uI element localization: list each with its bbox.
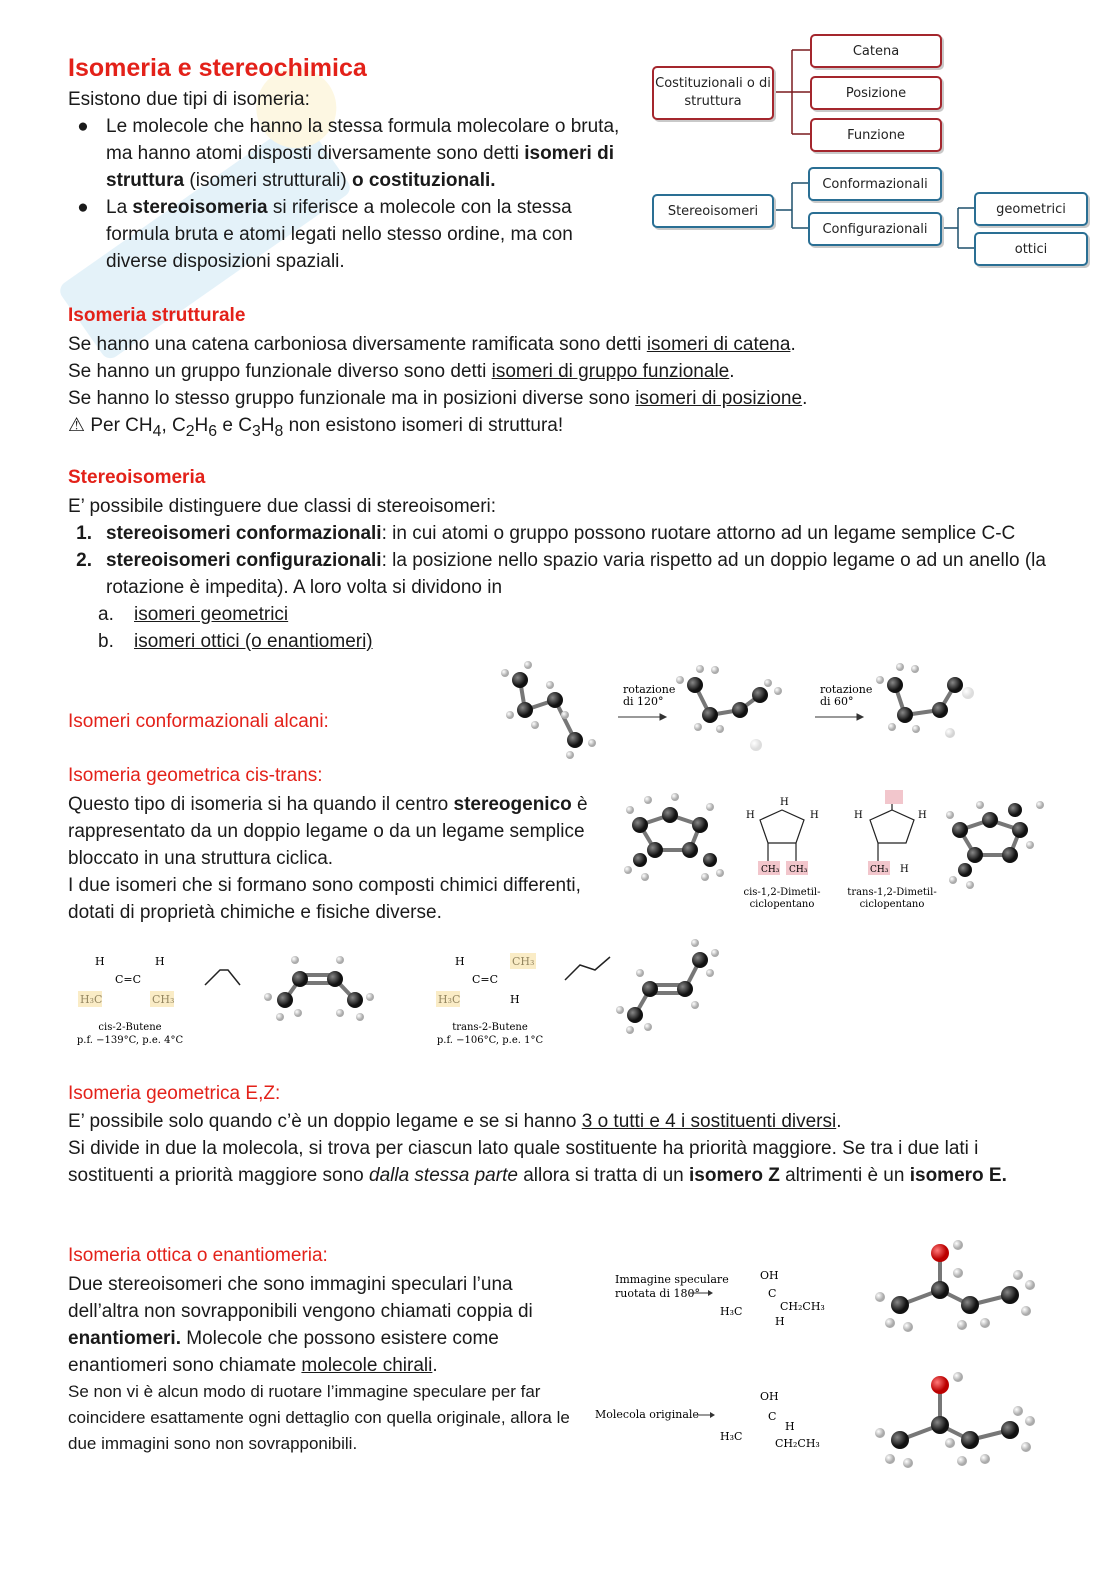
text: E’ possibile solo quando c’è un doppio legame e se si hanno — [68, 1111, 582, 1132]
cistrans-para-2: I due isomeri che si formano sono composti chimici differenti, dotati di proprietà chimiche e fisiche diverse. — [68, 875, 581, 923]
trans-butene-caption-2: p.f. −106°C, p.e. 1°C — [436, 1035, 544, 1046]
text: non esistono isomeri di struttura! — [283, 415, 564, 436]
svg-text:H: H — [510, 993, 520, 1006]
svg-text:H: H — [785, 1420, 795, 1433]
butane-rotation-figure — [480, 655, 1060, 770]
text: allora si tratta di un — [517, 1165, 690, 1186]
cistrans-section — [68, 791, 603, 926]
intro-lead: Esistono due tipi di isomeria: — [68, 89, 310, 110]
text: . — [432, 1355, 438, 1376]
page-title: Isomeria e stereochimica — [68, 54, 367, 82]
text: . — [729, 361, 735, 382]
box-conformazionali: Conformazionali — [808, 167, 942, 201]
text: . — [836, 1111, 842, 1132]
letter: a. — [98, 604, 114, 625]
text: e C — [217, 415, 252, 436]
heading-cistrans: Isomeria geometrica cis-trans: — [68, 765, 323, 786]
optical-section — [68, 1271, 578, 1457]
svg-text:H: H — [746, 810, 755, 821]
box-funzione: Funzione — [810, 118, 942, 152]
text-bold: isomeri di struttura — [106, 143, 614, 191]
stereo-item-2 — [68, 547, 1058, 601]
box-stereoisomeri: Stereoisomeri — [652, 194, 774, 228]
text: (isomeri strutturali) — [184, 170, 352, 191]
rotation-label-2b: di 60° — [820, 695, 854, 708]
text: . — [790, 334, 796, 355]
ez-line-1 — [68, 1108, 1053, 1135]
text: Si divide in due la molecola, si trova per ciascun lato quale sostituente ha priorità maggiore. Se tra i due lati i sostituenti a priorità maggiore sono — [68, 1138, 979, 1186]
cis-cyclopentane-caption-1: cis-1,2-Dimetil- — [743, 887, 821, 898]
text: . — [802, 388, 808, 409]
trans-cyclopentane-caption-2: ciclopentano — [859, 899, 925, 910]
svg-text:H: H — [780, 797, 789, 808]
structural-line-1 — [68, 331, 1068, 358]
stereo-section — [68, 493, 1058, 655]
optical-para-1 — [68, 1271, 578, 1379]
structural-line-3 — [68, 385, 1068, 412]
text-underline: isomeri di posizione — [635, 388, 803, 409]
isomer-diagram — [648, 30, 1093, 275]
sub: 4 — [152, 422, 162, 440]
trans-butene-caption-1: trans-2-Butene — [452, 1022, 528, 1033]
text: H — [194, 415, 209, 436]
intro-bullet-2 — [68, 194, 638, 275]
text: Molecole che possono esistere come enantiomeri sono chiamate — [68, 1328, 499, 1376]
intro-section — [68, 86, 638, 275]
structural-warning — [68, 412, 1068, 445]
box-costituzionali: Costituzionali o di struttura — [652, 66, 774, 120]
svg-text:H: H — [918, 810, 927, 821]
svg-text:C: C — [768, 1287, 777, 1300]
svg-text:H: H — [155, 955, 165, 968]
text-bold: stereoisomeri configurazionali — [106, 550, 382, 571]
ez-para-2 — [68, 1135, 1053, 1189]
text: Se hanno un gruppo funzionale diverso sono detti — [68, 361, 492, 382]
svg-text:H: H — [810, 810, 819, 821]
svg-text:H: H — [95, 955, 105, 968]
svg-text:CH₂CH₃: CH₂CH₃ — [780, 1300, 825, 1313]
svg-text:C=C: C=C — [472, 973, 499, 986]
text-underline: isomeri di catena — [646, 334, 791, 355]
text: , C — [161, 415, 186, 436]
svg-text:H: H — [854, 810, 863, 821]
svg-text:C: C — [768, 1410, 777, 1423]
text-bold: stereogenico — [453, 794, 572, 815]
svg-text:H₃C: H₃C — [720, 1430, 743, 1443]
rotation-label-2a: rotazione — [820, 683, 873, 696]
svg-text:OH: OH — [760, 1269, 779, 1282]
sub: 3 — [251, 422, 261, 440]
butene-figure — [70, 935, 750, 1050]
text-bold: stereoisomeri conformazionali — [106, 523, 382, 544]
svg-text:C=C: C=C — [115, 973, 142, 986]
warning-icon: ⚠ — [68, 415, 86, 436]
text: H — [260, 415, 275, 436]
heading-ez: Isomeria geometrica E,Z: — [68, 1083, 281, 1104]
original-label: Molecola originale — [595, 1408, 699, 1421]
text-bold: o costituzionali. — [351, 170, 496, 191]
text: altrimenti è un — [779, 1165, 910, 1186]
heading-conf-alkanes: Isomeri conformazionali alcani: — [68, 711, 329, 732]
text: Per CH — [85, 415, 153, 436]
text-underline: 3 o tutti e 4 i sostituenti diversi — [581, 1111, 837, 1132]
sub: 8 — [274, 422, 284, 440]
heading-structural: Isomeria strutturale — [68, 305, 246, 326]
box-catena: Catena — [810, 34, 942, 68]
svg-text:CH₃: CH₃ — [789, 865, 808, 875]
text: : in cui atomi o gruppo possono ruotare attorno ad un legame semplice C-C — [381, 523, 1016, 544]
text-underline: molecole chirali — [301, 1355, 433, 1376]
text: si riferisce a molecole con la stessa formula bruta e atomi legati nello stesso ordine, ma con diverse disposizioni spaziali. — [106, 197, 573, 272]
box-geometrici: geometrici — [974, 192, 1088, 226]
text: Le molecole che hanno la stessa formula molecolare o bruta, ma hanno atomi disposti diversamente sono detti — [106, 116, 620, 164]
bullet-icon: ● — [77, 116, 89, 137]
svg-text:H: H — [455, 955, 465, 968]
svg-text:H₃C: H₃C — [720, 1305, 743, 1318]
cis-butene-caption-1: cis-2-Butene — [98, 1022, 162, 1033]
text: Se hanno lo stesso gruppo funzionale ma in posizioni diverse sono — [68, 388, 636, 409]
text-underline: isomeri di gruppo funzionale — [491, 361, 730, 382]
cistrans-para-1 — [68, 791, 603, 872]
sub: 2 — [185, 422, 195, 440]
text-underline: isomeri geometrici — [134, 604, 289, 625]
trans-cyclopentane-caption-1: trans-1,2-Dimetil- — [847, 887, 937, 898]
text-bold: enantiomeri. — [68, 1328, 181, 1349]
stereo-sub-a — [68, 601, 1058, 628]
text: La — [106, 197, 133, 218]
enantiomer-figure — [590, 1235, 1070, 1490]
text-italic: dalla stessa parte — [369, 1165, 518, 1186]
box-ottici: ottici — [974, 232, 1088, 266]
text-bold: stereoisomeria — [132, 197, 268, 218]
stereo-item-1 — [68, 520, 1058, 547]
intro-bullet-1 — [68, 113, 638, 194]
number: 2. — [76, 550, 92, 571]
letter: b. — [98, 631, 114, 652]
box-configurazionali: Configurazionali — [808, 212, 942, 246]
text: : la posizione nello spazio varia rispetto ad un doppio legame o ad un anello (la rotazione è impedita). A loro volta si dividono in — [106, 550, 1046, 598]
sub: 6 — [208, 422, 218, 440]
ez-section — [68, 1108, 1053, 1189]
text: Se hanno una catena carboniosa diversamente ramificata sono detti — [68, 334, 647, 355]
svg-text:CH₃: CH₃ — [761, 865, 780, 875]
cis-cyclopentane-caption-2: ciclopentano — [749, 899, 815, 910]
rotation-label-1a: rotazione — [623, 683, 676, 696]
text: è rappresentato da un doppio legame o da un legame semplice bloccato in una struttura ciclica. — [68, 794, 588, 869]
svg-text:CH₃: CH₃ — [870, 865, 889, 875]
text-bold: isomero E. — [909, 1165, 1007, 1186]
number: 1. — [76, 523, 92, 544]
optical-para-2: Se non vi è alcun modo di ruotare l’immagine speculare per far coincidere esattamente ogni dettaglio con quella originale, allora le due immagini sono non sovrapponibili. — [68, 1382, 570, 1453]
stereo-lead: E’ possibile distinguere due classi di stereoisomeri: — [68, 496, 497, 517]
text-bold: isomero Z — [689, 1165, 780, 1186]
text: Due stereoisomeri che sono immagini speculari l’una dell’altra non sovrapponibili vengono chiamati coppia di — [68, 1274, 533, 1322]
structural-line-2 — [68, 358, 1068, 385]
text-underline: isomeri ottici (o enantiomeri) — [134, 631, 373, 652]
structural-section — [68, 331, 1068, 445]
svg-text:CH₂CH₃: CH₂CH₃ — [775, 1437, 820, 1450]
heading-stereo: Stereoisomeria — [68, 467, 206, 488]
cis-butene-caption-2: p.f. −139°C, p.e. 4°C — [76, 1035, 184, 1046]
mirror-label-b: ruotata di 180° — [615, 1287, 700, 1300]
rotation-label-1b: di 120° — [623, 695, 664, 708]
svg-text:H: H — [900, 864, 909, 875]
text: Questo tipo di isomeria si ha quando il centro — [68, 794, 454, 815]
svg-text:H: H — [775, 1315, 785, 1328]
box-posizione: Posizione — [810, 76, 942, 110]
dimethylcyclopentane-figure — [620, 785, 1060, 915]
bullet-icon: ● — [77, 197, 89, 218]
stereo-sub-b — [68, 628, 1058, 655]
heading-optical: Isomeria ottica o enantiomeria: — [68, 1245, 328, 1266]
svg-text:OH: OH — [760, 1390, 779, 1403]
mirror-label-a: Immagine speculare — [615, 1273, 729, 1286]
